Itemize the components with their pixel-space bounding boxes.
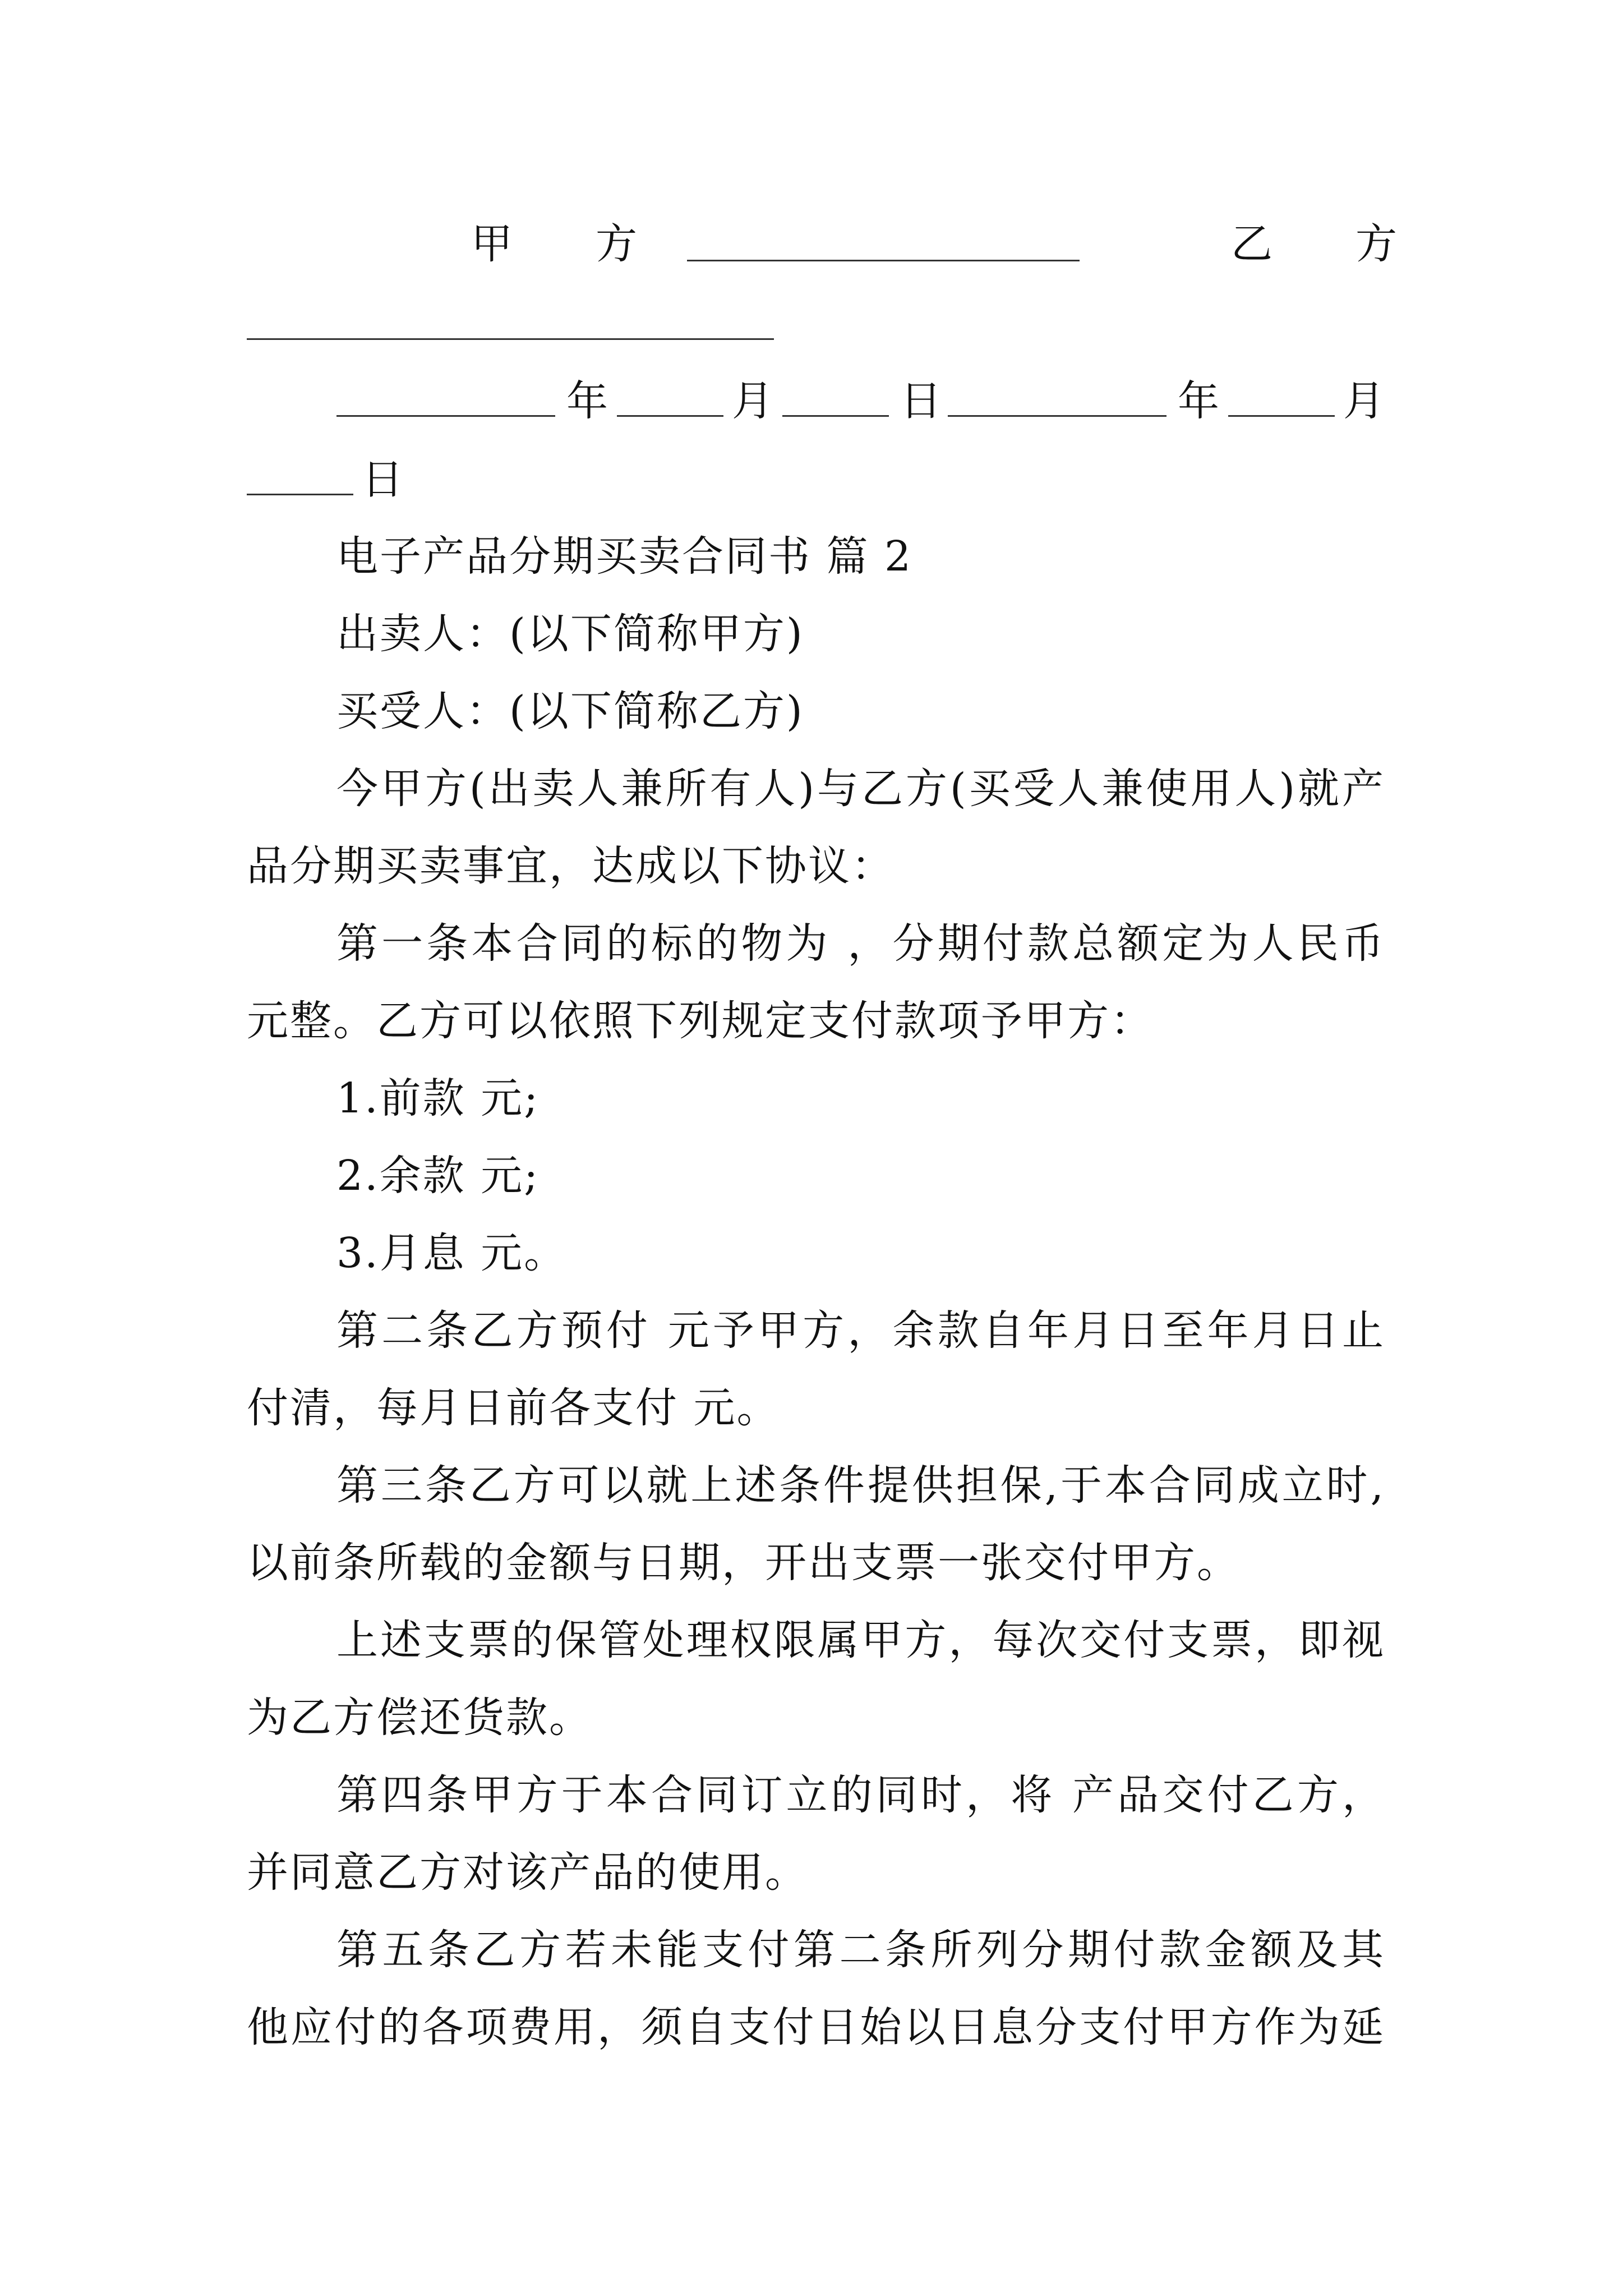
party-a-year-label: 年	[566, 377, 608, 425]
article-3b-line-2: 为乙方偿还货款。	[247, 1694, 592, 1742]
article-2-line-2: 付清，每月日前各支付 元。	[247, 1384, 780, 1432]
article-1-line-1: 第一条本合同的标的物为 ，分期付款总额定为人民币	[336, 919, 1385, 968]
party-a-signature-line	[687, 260, 1080, 261]
buyer-line: 买受人：(以下简称乙方)	[336, 687, 804, 735]
party-a-year-blank	[336, 415, 555, 417]
party-a-label: 甲 方	[471, 220, 637, 268]
party-b-year-blank	[948, 415, 1166, 417]
intro-line-2: 品分期买卖事宜，达成以下协议：	[247, 842, 895, 890]
payment-item-3: 3.月息 元。	[336, 1229, 568, 1277]
party-a-month-blank	[617, 415, 723, 417]
party-a-day-blank	[782, 415, 889, 417]
article-1-line-2: 元整。乙方可以依照下列规定支付款项予甲方：	[247, 997, 1154, 1045]
intro-line-1: 今甲方(出卖人兼所有人)与乙方(买受人兼使用人)就产	[336, 765, 1385, 813]
article-3-line-2: 以前条所载的金额与日期，开出支票一张交付甲方。	[247, 1539, 1240, 1587]
party-b-month-blank	[1228, 415, 1335, 417]
article-5-line-2: 他应付的各项费用，须自支付日始以日息分支付甲方作为延	[247, 2003, 1385, 2051]
payment-item-2: 2.余款 元;	[336, 1152, 540, 1200]
party-b-year-label: 年	[1178, 377, 1219, 425]
party-b-month-label: 月	[1343, 377, 1385, 425]
party-b-day-label: 日	[362, 455, 403, 504]
article-4-line-2: 并同意乙方对该产品的使用。	[247, 1848, 808, 1897]
party-b-label: 乙 方	[1231, 220, 1397, 268]
article-5-line-1: 第五条乙方若未能支付第二条所列分期付款金额及其	[336, 1926, 1385, 1974]
article-4-line-1: 第四条甲方于本合同订立的同时，将 产品交付乙方，	[336, 1771, 1385, 1819]
section-title: 电子产品分期买卖合同书 篇 2	[336, 532, 913, 581]
party-a-month-label: 月	[732, 377, 773, 425]
article-3-line-1: 第三条乙方可以就上述条件提供担保,于本合同成立时,	[336, 1461, 1385, 1510]
party-b-day-blank	[247, 494, 353, 495]
article-3b-line-1: 上述支票的保管处理权限属甲方，每次交付支票，即视	[336, 1616, 1385, 1664]
party-a-day-label: 日	[900, 377, 942, 425]
article-2-line-1: 第二条乙方预付 元予甲方，余款自年月日至年月日止	[336, 1306, 1385, 1355]
party-b-signature-line	[247, 338, 774, 340]
seller-line: 出卖人：(以下简称甲方)	[336, 610, 804, 658]
payment-item-1: 1.前款 元;	[336, 1074, 540, 1122]
